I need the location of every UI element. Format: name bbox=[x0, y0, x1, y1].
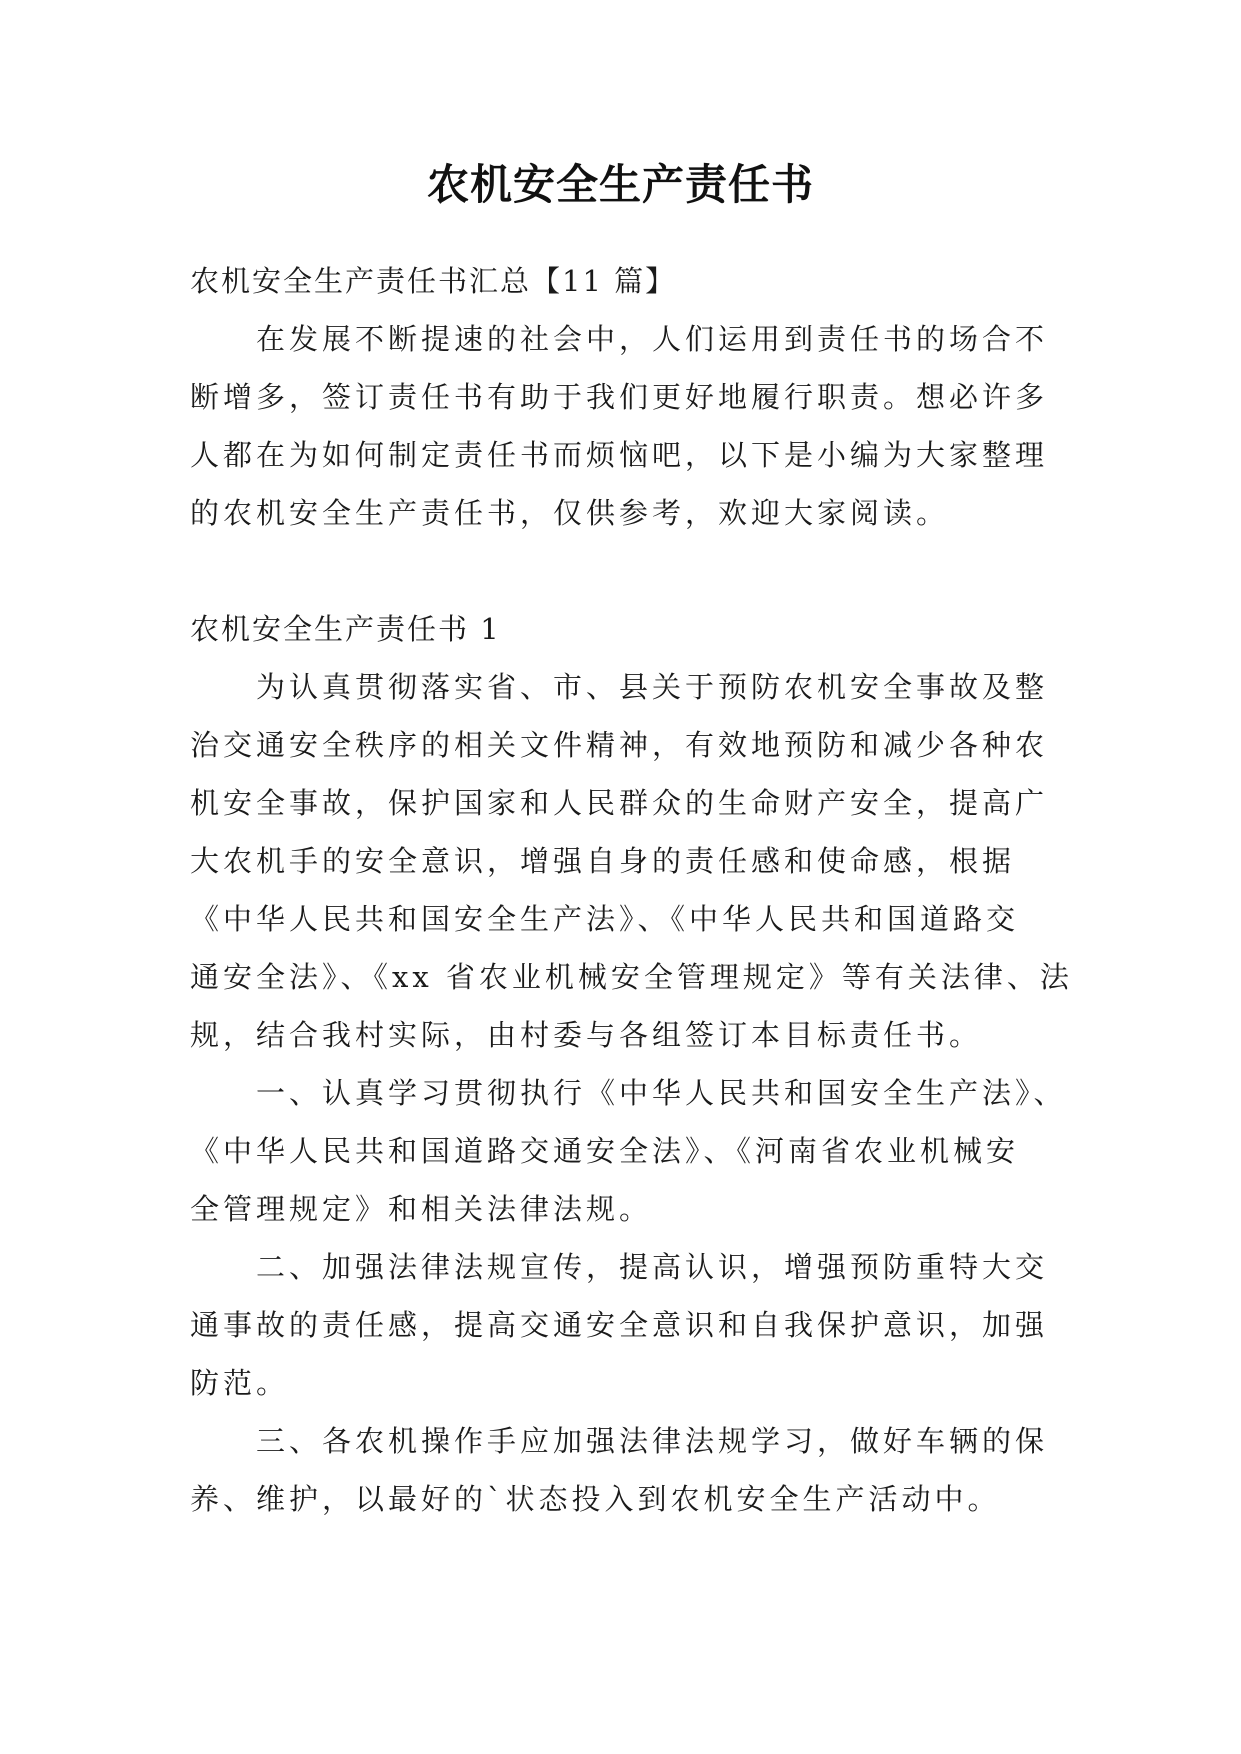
intro-line: 断增多，签订责任书有助于我们更好地履行职责。想必许多 bbox=[190, 380, 1049, 414]
intro-line: 的农机安全生产责任书，仅供参考，欢迎大家阅读。 bbox=[190, 496, 950, 530]
intro-line: 在发展不断提速的社会中，人们运用到责任书的场合不 bbox=[256, 322, 1049, 356]
paragraph-line: 一、认真学习贯彻执行《中华人民共和国安全生产法》、 bbox=[256, 1076, 1067, 1110]
section-heading: 农机安全生产责任书 1 bbox=[190, 612, 501, 646]
intro-heading: 农机安全生产责任书汇总【11 篇】 bbox=[190, 264, 677, 298]
paragraph-line: 《中华人民共和国安全生产法》、《中华人民共和国道路交 bbox=[190, 902, 1020, 936]
paragraph-line: 治交通安全秩序的相关文件精神，有效地预防和减少各种农 bbox=[190, 728, 1049, 762]
paragraph-line: 规，结合我村实际，由村委与各组签订本目标责任书。 bbox=[190, 1018, 983, 1052]
document-title: 农机安全生产责任书 bbox=[426, 160, 814, 209]
document-body bbox=[190, 252, 1073, 1528]
paragraph-line: 通事故的责任感，提高交通安全意识和自我保护意识，加强 bbox=[190, 1308, 1049, 1342]
paragraph-line: 通安全法》、《xx 省农业机械安全管理规定》等有关法律、法 bbox=[190, 960, 1073, 994]
paragraph-line: 大农机手的安全意识，增强自身的责任感和使命感，根据 bbox=[190, 844, 1016, 878]
intro-line: 人都在为如何制定责任书而烦恼吧，以下是小编为大家整理 bbox=[190, 438, 1049, 472]
paragraph-line: 二、加强法律法规宣传，提高认识，增强预防重特大交 bbox=[256, 1250, 1049, 1284]
spacer bbox=[190, 542, 1060, 600]
paragraph-line: 机安全事故，保护国家和人民群众的生命财产安全，提高广 bbox=[190, 786, 1049, 820]
paragraph-line: 防范。 bbox=[190, 1366, 290, 1400]
paragraph-line: 为认真贯彻落实省、市、县关于预防农机安全事故及整 bbox=[256, 670, 1049, 704]
paragraph-line: 养、维护，以最好的`状态投入到农机安全生产活动中。 bbox=[190, 1482, 1001, 1516]
paragraph-line: 三、各农机操作手应加强法律法规学习，做好车辆的保 bbox=[256, 1424, 1049, 1458]
paragraph-line: 《中华人民共和国道路交通安全法》、《河南省农业机械安 bbox=[190, 1134, 1020, 1168]
paragraph-line: 全管理规定》和相关法律法规。 bbox=[190, 1192, 653, 1226]
